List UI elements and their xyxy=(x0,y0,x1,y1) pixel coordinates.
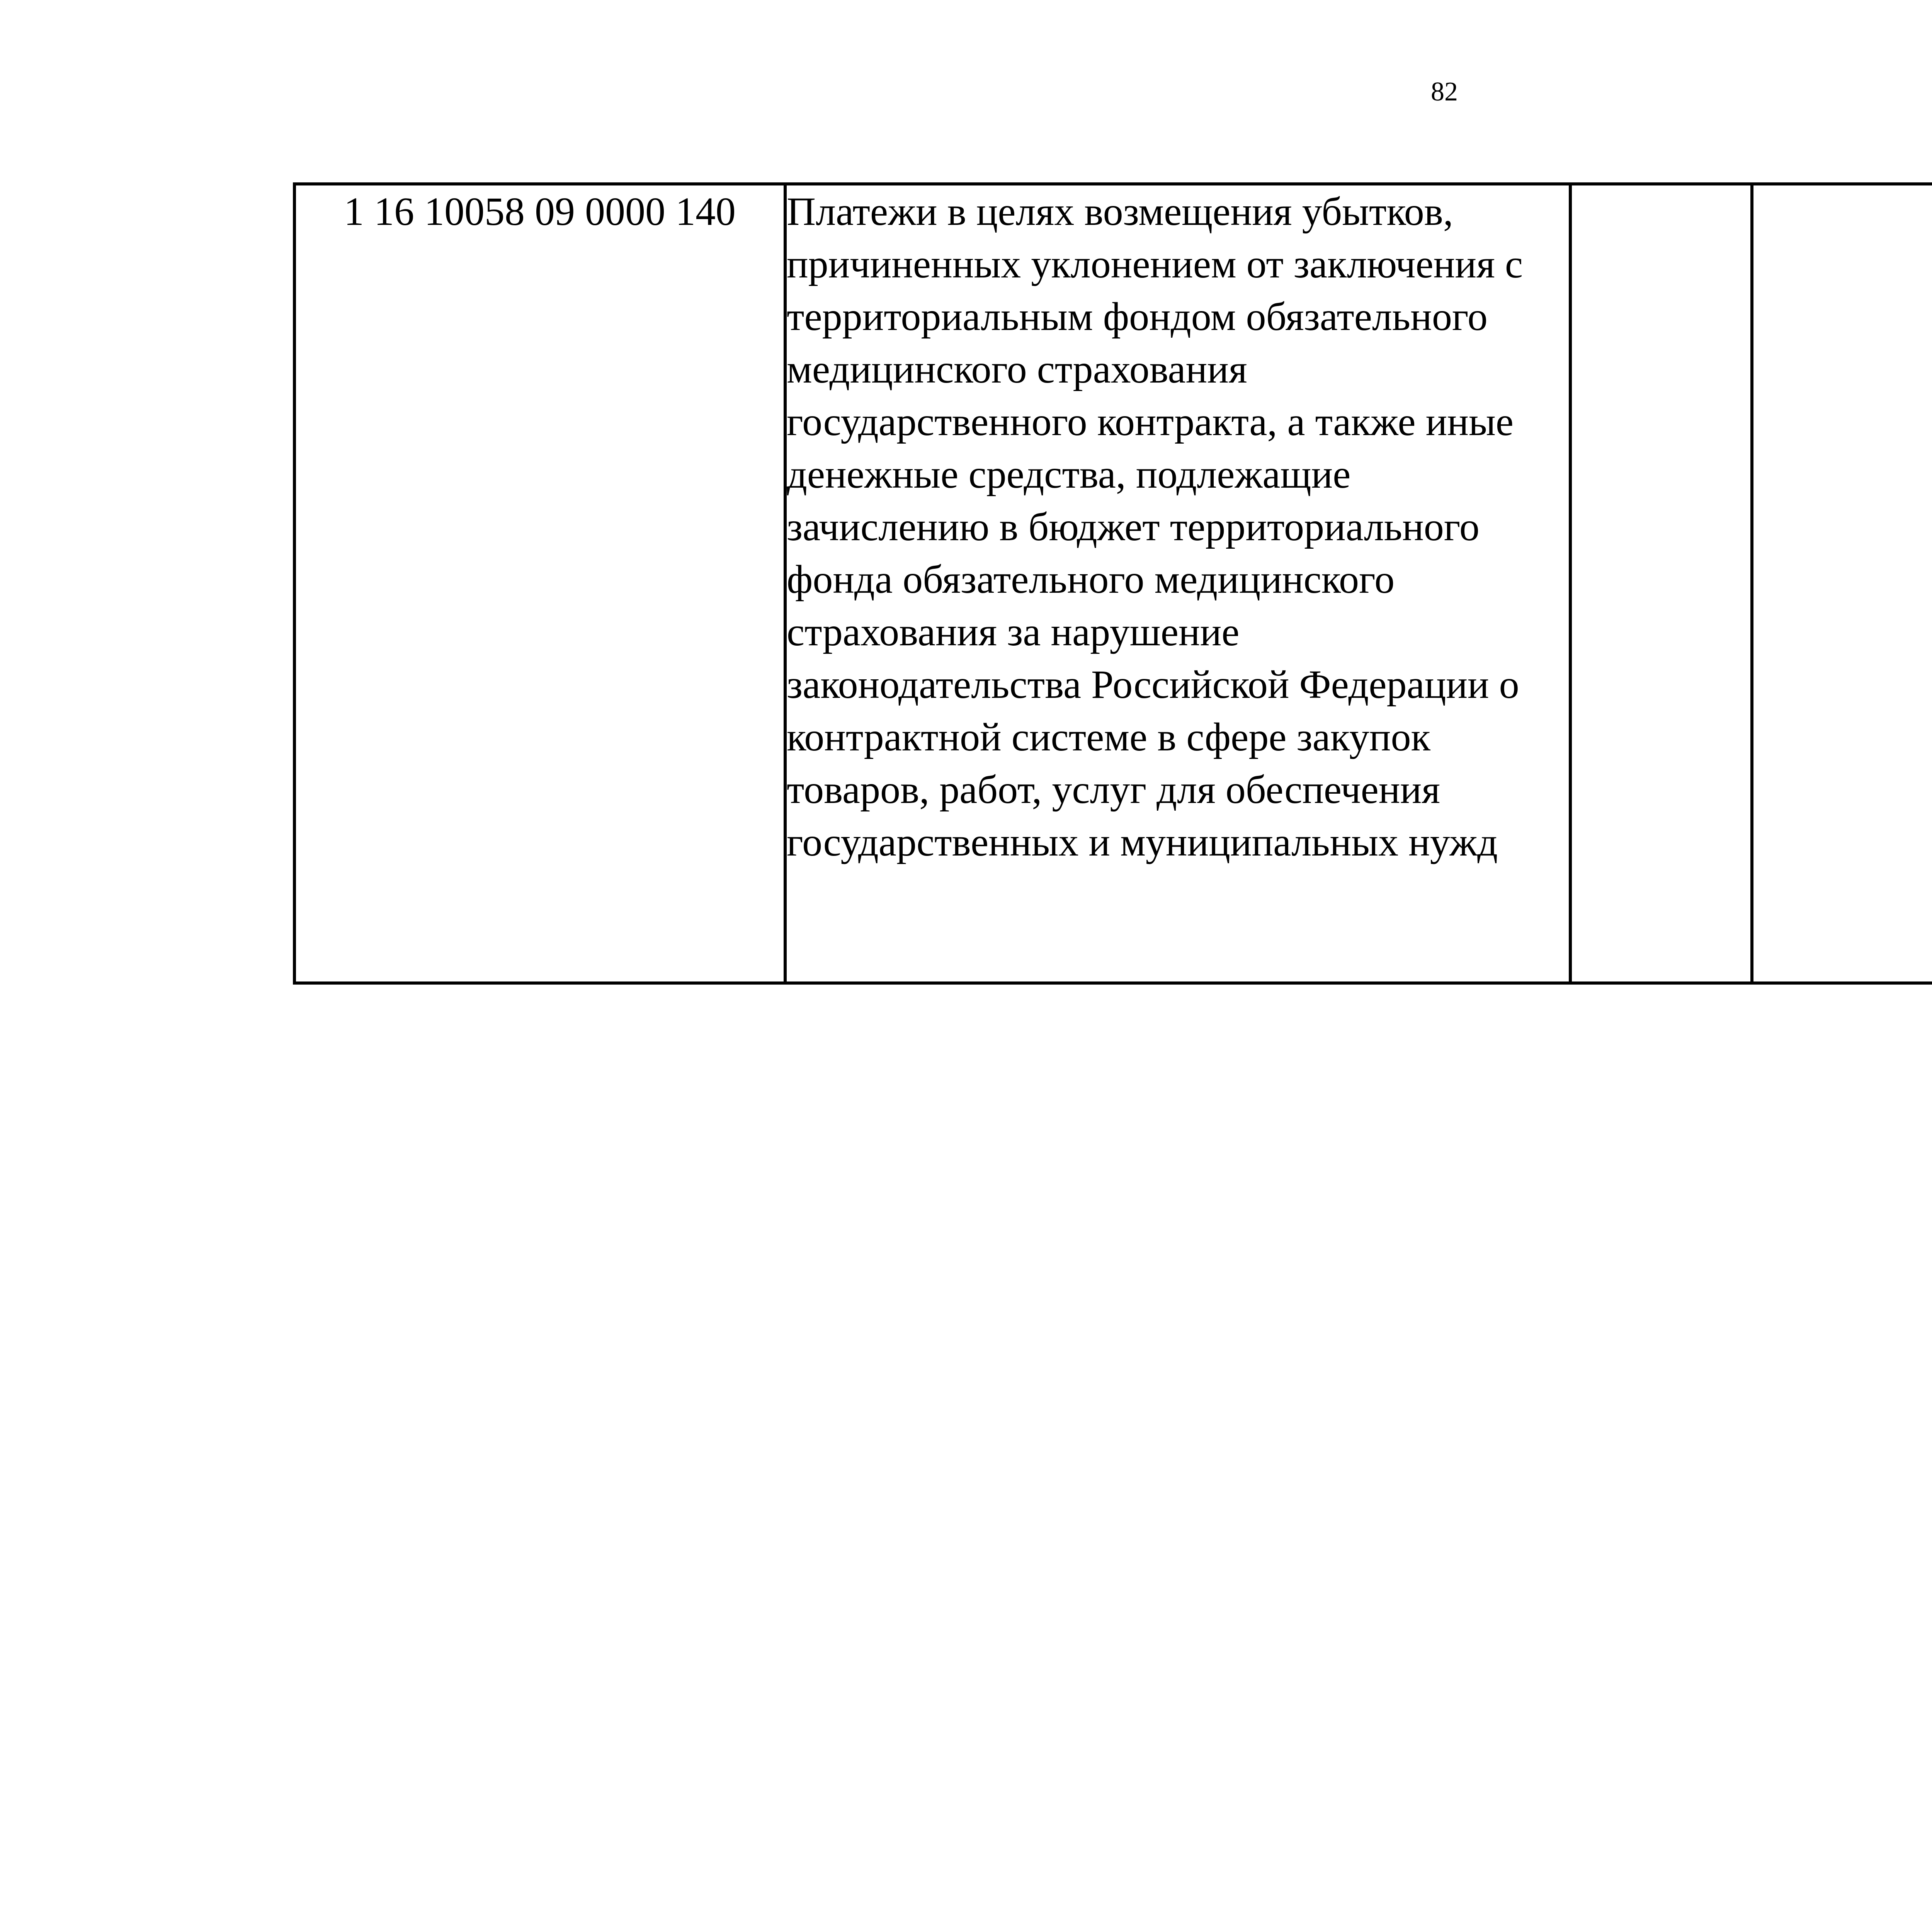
description-cell xyxy=(785,184,1570,983)
description-line: денежные средства, подлежащие xyxy=(787,452,1351,497)
description-line: зачислению в бюджет территориального xyxy=(787,505,1480,549)
description-line: государственного контракта, а также иные xyxy=(787,400,1514,444)
budget-classification-table xyxy=(293,182,1932,985)
description-line: фонда обязательного медицинского xyxy=(787,557,1395,602)
budget-code-cell: 1 16 10058 09 0000 140 xyxy=(294,184,785,983)
description-line: государственных и муниципальных нужд xyxy=(787,820,1498,864)
description-line: страхования за нарушение xyxy=(787,610,1240,654)
description-line: законодательства Российской Федерации о xyxy=(787,662,1519,707)
empty-cell xyxy=(1570,184,1752,983)
description-line: товаров, работ, услуг для обеспечения xyxy=(787,767,1440,812)
empty-cell xyxy=(1752,184,1932,983)
description-line: территориальным фондом обязательного xyxy=(787,294,1488,339)
page-number: 82 xyxy=(1431,77,1458,107)
description-line: Платежи в целях возмещения убытков, xyxy=(787,189,1453,234)
table-row xyxy=(294,184,1932,983)
description-line: причиненных уклонением от заключения с xyxy=(787,242,1523,286)
description-line: медицинского страхования xyxy=(787,347,1247,391)
description-line: контрактной системе в сфере закупок xyxy=(787,715,1430,759)
